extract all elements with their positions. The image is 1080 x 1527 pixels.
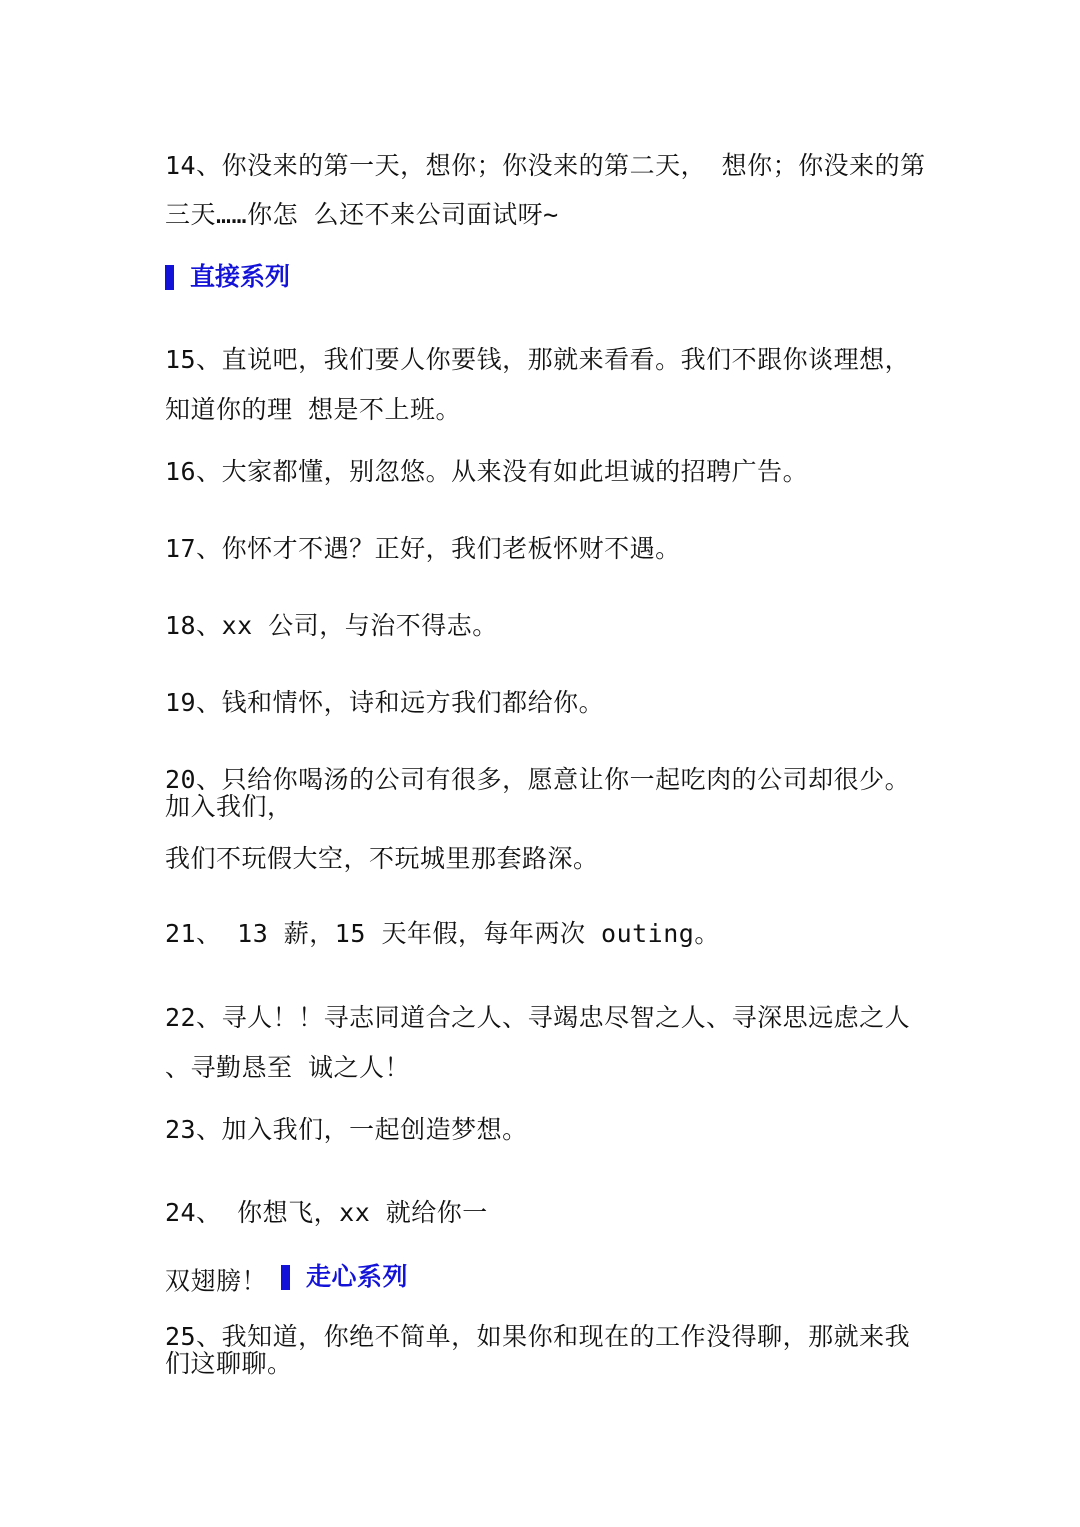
- section-heading-text: 走心系列: [306, 1262, 409, 1291]
- section-heading-text: 直接系列: [190, 262, 291, 291]
- item-19: 19、钱和情怀，诗和远方我们都给你。: [165, 688, 605, 717]
- item-20-line-1: 20、只给你喝汤的公司有很多，愿意让你一起吃肉的公司却很少。: [165, 765, 911, 794]
- item-15-line-1: 15、直说吧，我们要人你要钱，那就来看看。我们不跟你谈理想，: [165, 345, 911, 374]
- item-24-line-2: [165, 1262, 408, 1297]
- item-24-line-2-text: 双翅膀！: [165, 1266, 268, 1296]
- item-20-line-3: 我们不玩假大空，不玩城里那套路深。: [165, 844, 599, 873]
- item-25-line-2: 们这聊聊。: [165, 1349, 293, 1378]
- item-22-line-2: 、寻勤恳至 诚之人！: [165, 1053, 411, 1082]
- item-14-line-2: 三天……你怎 么还不来公司面试呀~: [165, 200, 559, 229]
- section-heading-direct: [165, 262, 290, 292]
- item-24-line-1: 24、 你想飞，xx 就给你一: [165, 1198, 488, 1227]
- item-17: 17、你怀才不遇？正好，我们老板怀财不遇。: [165, 534, 681, 563]
- heading-bar-icon: [281, 1265, 290, 1290]
- item-15-line-2: 知道你的理 想是不上班。: [165, 395, 462, 424]
- item-14-line-1: 14、你没来的第一天，想你；你没来的第二天， 想你；你没来的第: [165, 151, 926, 180]
- item-20-line-2: 加入我们，: [165, 792, 293, 821]
- item-22-line-1: 22、寻人！！寻志同道合之人、寻竭忠尽智之人、寻深思远虑之人: [165, 1003, 911, 1032]
- heading-bar-icon: [165, 265, 174, 290]
- section-heading-heart: [281, 1262, 408, 1292]
- item-21: 21、 13 薪，15 天年假，每年两次 outing。: [165, 919, 720, 948]
- item-25-line-1: 25、我知道，你绝不简单，如果你和现在的工作没得聊，那就来我: [165, 1322, 911, 1351]
- item-16: 16、大家都懂，别忽悠。从来没有如此坦诚的招聘广告。: [165, 457, 809, 486]
- item-18: 18、xx 公司，与治不得志。: [165, 611, 498, 640]
- item-23: 23、加入我们，一起创造梦想。: [165, 1115, 528, 1144]
